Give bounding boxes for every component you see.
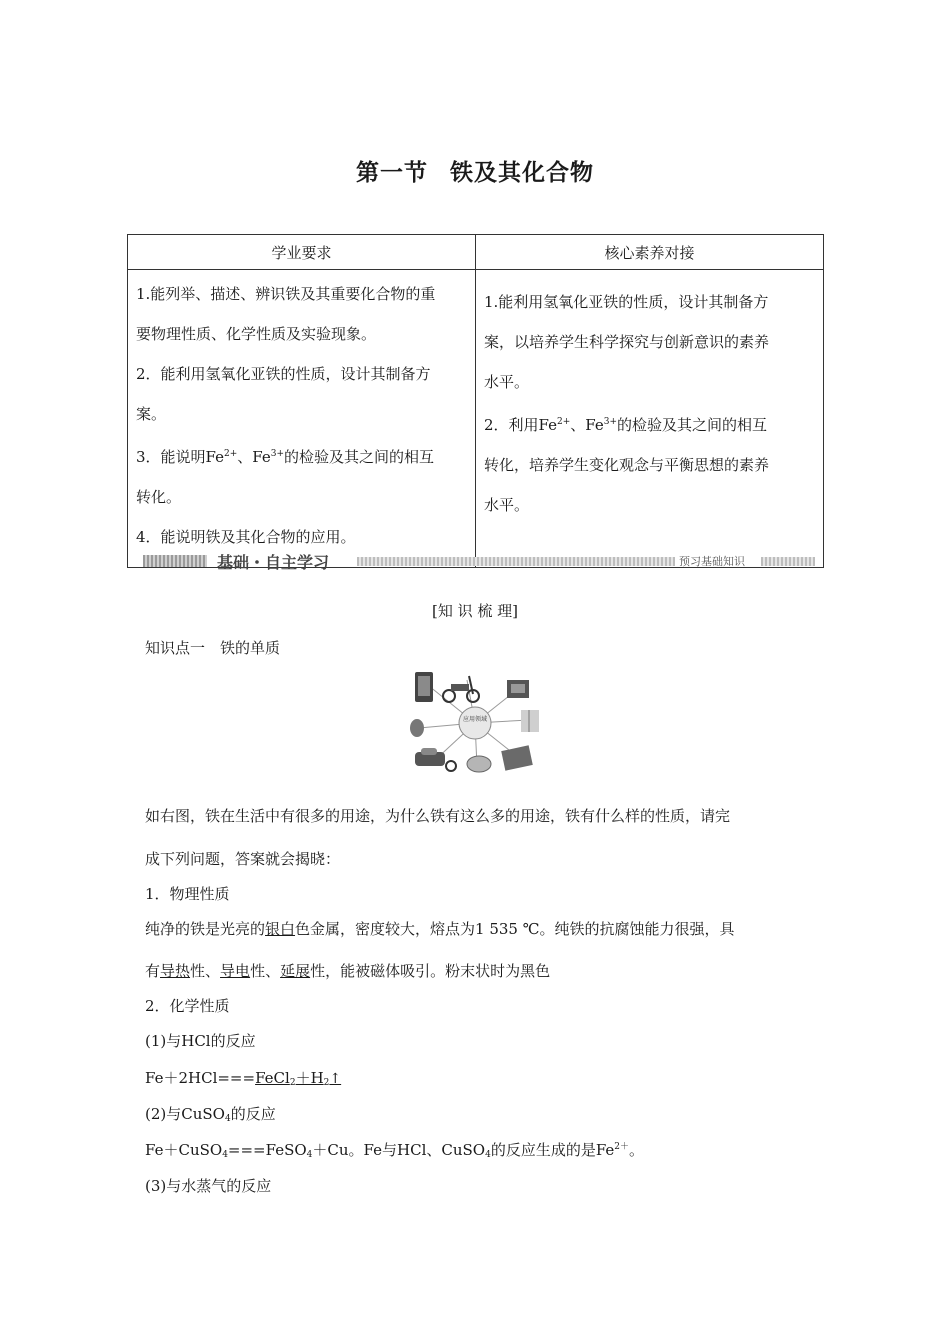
section-banner: [143, 550, 815, 572]
literacy-line: 1.能利用氢氧化亚铁的性质，设计其制备方: [484, 293, 769, 311]
answer-blank: 导热: [160, 962, 191, 980]
banner-label: 基础・自主学习: [217, 553, 330, 572]
banner-stripe-left: [143, 555, 207, 567]
req-line: 1.能列举、描述、辨识铁及其重要化合物的重: [136, 285, 436, 303]
req-line: 转化。: [136, 488, 182, 506]
reaction-1-heading: (1)与HCl的反应: [145, 1032, 256, 1050]
tool-icon: [410, 719, 424, 737]
car-icon: [415, 748, 445, 766]
banner-stripe-middle: [357, 557, 675, 566]
banner-tag: 预习基础知识: [679, 555, 745, 568]
physical-properties-line-2: 有导热性、导电性、延展性，能被磁体吸引。粉末状时为黑色: [145, 962, 551, 980]
motor-icon: [467, 756, 491, 772]
reaction-2-heading: (2)与CuSO$_4$的反应: [145, 1105, 276, 1124]
intro-line-1: 如右图，铁在生活中有很多的用途，为什么铁有这么多的用途，铁有什么样的性质，请完: [145, 807, 731, 825]
req-line: 案。: [136, 405, 167, 423]
reaction-2-equation: Fe＋CuSO$_4$===FeSO$_4$＋Cu。Fe与HCl、CuSO$_4$的反应生成的是$Fe^{2+}$。: [145, 1141, 645, 1160]
literacy-line: 转化，培养学生变化观念与平衡思想的素养: [484, 456, 770, 474]
title-section: 第一节: [356, 160, 428, 186]
req-line: 要物理性质、化学性质及实验现象。: [136, 325, 377, 343]
academic-requirements-cell: [128, 270, 476, 568]
section-heading: [知 识 梳 理]: [431, 602, 518, 620]
req-line: 4．能说明铁及其化合物的应用。: [136, 528, 356, 546]
answer-blank: 银白: [265, 920, 296, 938]
panel-icon: [501, 745, 533, 770]
literacy-line: 2．利用$Fe^{2+}$、$Fe^{3+}$的检验及其之间的相互: [484, 416, 768, 434]
literacy-line: 水平。: [484, 496, 530, 514]
answer-blank: 延展: [280, 962, 311, 980]
literacy-line: 案，以培养学生科学探究与创新意识的素养: [484, 333, 770, 351]
banner-stripe-right: [761, 557, 815, 566]
tower-icon: [521, 710, 539, 732]
title-topic: 铁及其化合物: [450, 160, 594, 186]
physical-properties-line-1: 纯净的铁是光亮的银白色金属，密度较大，熔点为1 535 ℃。纯铁的抗腐蚀能力很强，具: [145, 920, 735, 938]
page-title: [0, 154, 950, 187]
reaction-3-heading: (3)与水蒸气的反应: [145, 1177, 272, 1195]
req-line: 3．能说明$Fe^{2+}$、$Fe^{3+}$的检验及其之间的相互: [136, 448, 435, 466]
core-literacy-cell: [476, 270, 824, 568]
answer-blank: 导电: [220, 962, 251, 980]
header-academic-requirements: 学业要求: [128, 235, 476, 270]
answer-blank: $FeCl_2+H_2↑$: [255, 1069, 342, 1088]
intro-line-2: 成下列问题，答案就会揭晓：: [145, 850, 341, 868]
headset-icon: [446, 761, 456, 771]
center-circle: [459, 707, 491, 739]
knowledge-point-heading: 知识点一 铁的单质: [145, 639, 281, 657]
physical-properties-heading: 1．物理性质: [145, 885, 230, 903]
chemical-properties-heading: 2．化学性质: [145, 997, 230, 1015]
header-core-literacy: 核心素养对接: [476, 235, 824, 270]
requirements-table: [127, 234, 824, 568]
reaction-1-equation: $Fe+2HCl===FeCl_2+H_2↑$: [145, 1069, 342, 1088]
scooter-icon: [443, 676, 479, 702]
req-line: 2．能利用氢氧化亚铁的性质，设计其制备方: [136, 365, 431, 383]
center-label: 应用领域: [462, 716, 488, 723]
literacy-line: 水平。: [484, 373, 530, 391]
iron-applications-diagram: [407, 668, 543, 778]
